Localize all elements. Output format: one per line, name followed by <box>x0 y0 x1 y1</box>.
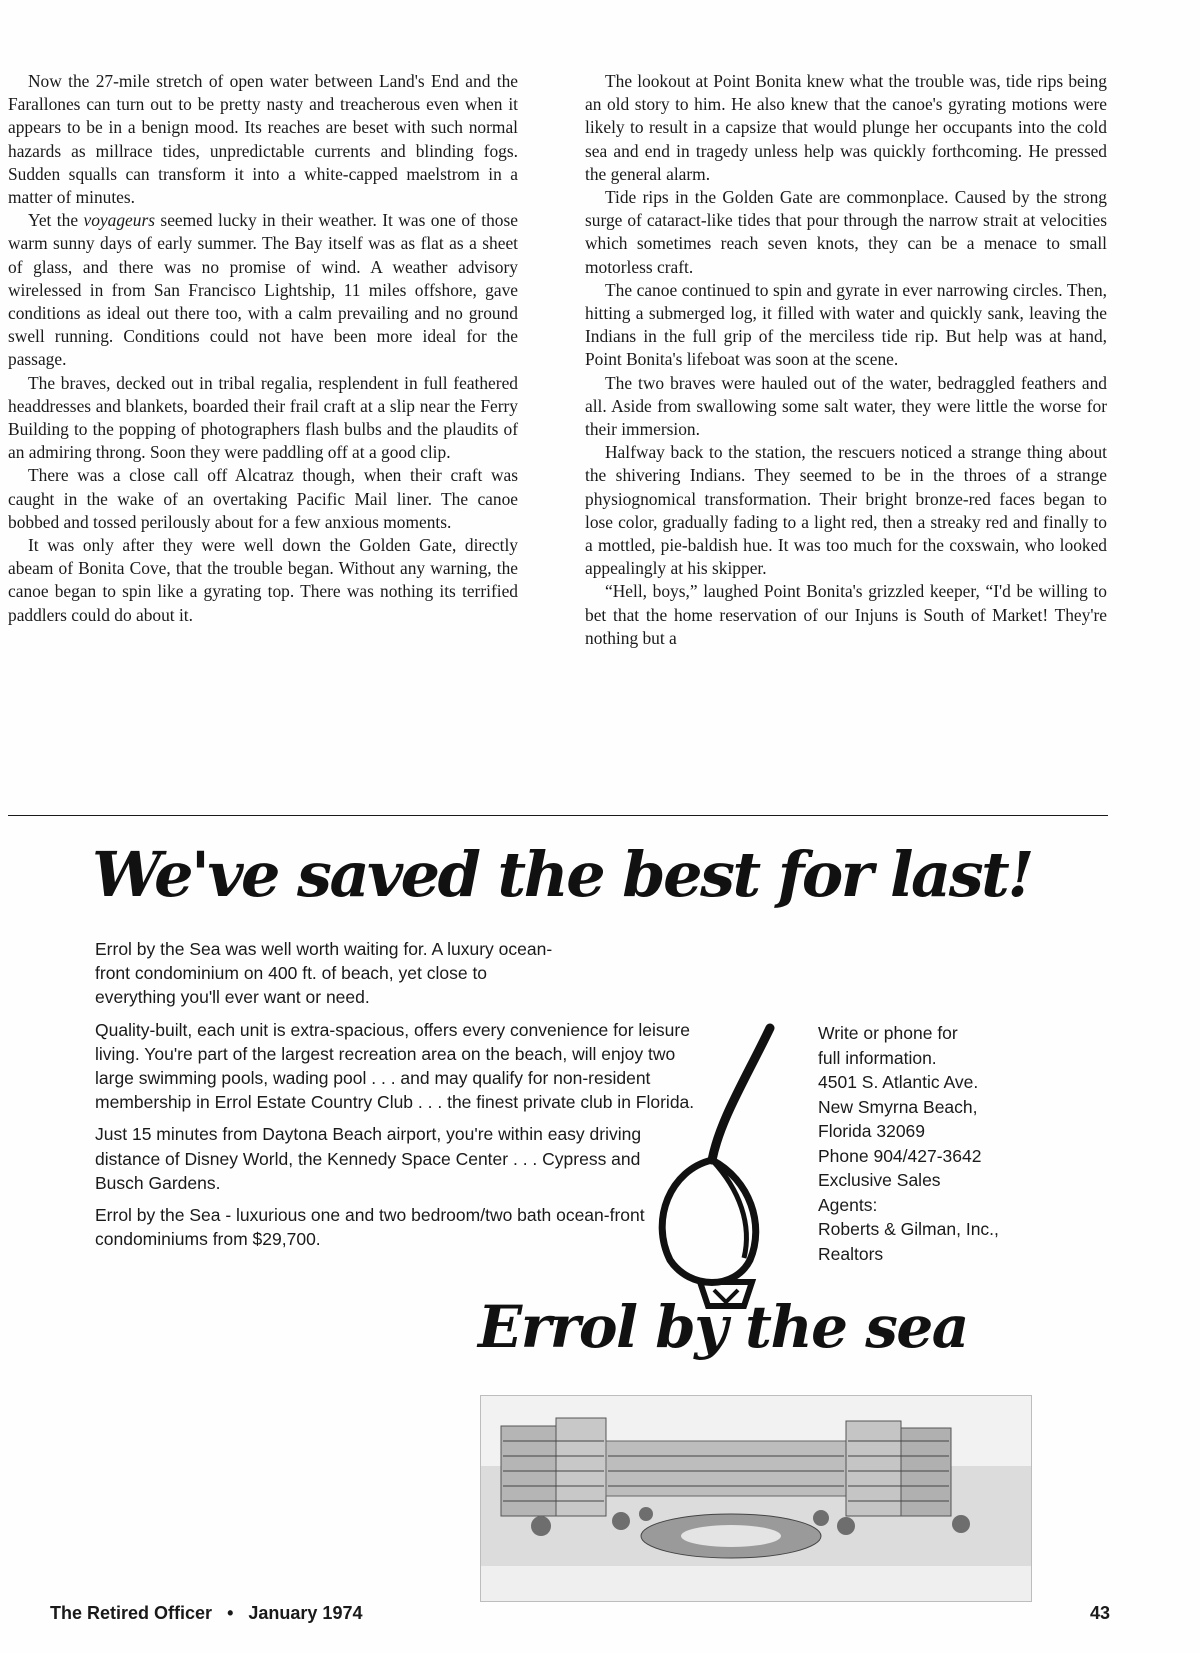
article-paragraph: Tide rips in the Golden Gate are commonplace. Caused by the strong surge of cataract-like tides that pour through the narrow strait at velocities which sometimes reach seven knots, they can be a menace to small motorless craft. <box>585 187 1107 277</box>
contact-line: Realtors <box>818 1243 884 1264</box>
condominium-building-icon <box>481 1396 1031 1601</box>
bullet-separator: • <box>227 1603 234 1623</box>
article-right-column <box>585 70 1107 650</box>
section-divider <box>8 815 1108 816</box>
article-paragraph: There was a close call off Alcatraz though, when their craft was caught in the wake of an overtaking Pacific Mail liner. The canoe bobbed and tossed perilously about for a few anxious moments. <box>8 465 518 532</box>
article-text: seemed lucky in their weather. It was one of those warm sunny days of early summer. The Bay itself was as flat as a sheet of glass, and there was no promise of wind. A weather advisory wirelessed in from San Francisco Lightship, 11 miles offshore, gave conditions as ideal out there too, with a calm prevailing and no ground swell running. Conditions could not have been more ideal for the passage. <box>8 210 518 370</box>
ad-paragraph: Errol by the Sea was well worth waiting for. A luxury ocean-front condominium on 400 ft. of beach, yet close to everything you'll ever want or need. <box>95 939 553 1008</box>
contact-agent: Roberts & Gilman, Inc., <box>818 1219 999 1239</box>
sailboat-logo-icon <box>640 1020 815 1320</box>
contact-city: New Smyrna Beach, <box>818 1096 978 1117</box>
ad-copy <box>95 937 715 1259</box>
contact-line: Agents: <box>818 1194 878 1215</box>
article-text: Yet the <box>28 210 84 231</box>
ad-paragraph: Quality-built, each unit is extra-spacious, offers every convenience for leisure living. You're part of the largest recreation area on the beach, will enjoy two large swimming pools, wading pool . . . and may qualify for non-resident membership in Errol Estate Country Club . . . the finest private club in Florida. <box>95 1019 695 1113</box>
contact-address: 4501 S. Atlantic Ave. <box>818 1072 979 1092</box>
article-paragraph: The lookout at Point Bonita knew what the trouble was, tide rips being an old story to him. He also knew that the canoe's gyrating motions were likely to result in a capsize that would plunge her occupants into the cold sea and end in tragedy unless help was quickly forthcoming. He pressed the general alarm. <box>585 71 1107 184</box>
article-paragraph: The two braves were hauled out of the water, bedraggled feathers and all. Aside from swallowing some salt water, they were little the worse for their immersion. <box>585 372 1107 440</box>
article-italic-text: voyageurs <box>83 210 155 231</box>
condominium-photo <box>480 1395 1032 1602</box>
ad-contact-block <box>818 1021 1058 1266</box>
article-paragraph: “Hell, boys,” laughed Point Bonita's grizzled keeper, “I'd be willing to bet that the home reservation of our Injuns is South of Market! They're nothing but a <box>585 581 1107 648</box>
ad-headline: We've saved the best for last! <box>92 838 1032 911</box>
contact-phone: Phone 904/427-3642 <box>818 1145 982 1166</box>
contact-state: Florida 32069 <box>818 1121 926 1141</box>
article-paragraph: It was only after they were well down the Golden Gate, directly abeam of Bonita Cove, that the trouble began. Without any warning, the canoe began to spin like a gyrating top. There was nothing its terrified paddlers could do about it. <box>8 535 518 625</box>
page-number: 43 <box>1090 1603 1111 1623</box>
ad-logo-wordmark: Errol by the sea <box>478 1293 968 1361</box>
footer-publication <box>50 1603 362 1624</box>
issue-date: January 1974 <box>248 1603 363 1623</box>
contact-line: Exclusive Sales <box>818 1170 941 1190</box>
ad-paragraph: Just 15 minutes from Daytona Beach airport, you're within easy driving distance of Disney World, the Kennedy Space Center . . . Cypress and Busch Gardens. <box>95 1124 642 1193</box>
contact-line: full information. <box>818 1047 937 1068</box>
publication-title: The Retired Officer <box>50 1603 213 1623</box>
article-left-column <box>8 70 518 627</box>
article-paragraph: Halfway back to the station, the rescuers noticed a strange thing about the shivering Indians. They seemed to be in the throes of a strange physiognomical transformation. Their bright bronze-red faces began to lose color, gradually fading to a light red, then a streaky red and finally to a mottled, pie-baldish hue. It was too much for the coxswain, who looked appealingly at his skipper. <box>585 442 1107 579</box>
ad-paragraph: Errol by the Sea - luxurious one and two bedroom/two bath ocean-front condominiums from $29,700. <box>95 1205 645 1250</box>
article-paragraph: Now the 27-mile stretch of open water between Land's End and the Farallones can turn out to be pretty nasty and treacherous even when it appears to be in a benign mood. Its reaches are beset with such normal hazards as millrace tides, unpredictable currents and blinding fogs. Sudden squalls can transform it into a white-capped maelstrom in a matter of minutes. <box>8 71 518 208</box>
article-paragraph <box>8 209 518 371</box>
contact-line: Write or phone for <box>818 1023 958 1043</box>
article-paragraph: The braves, decked out in tribal regalia, resplendent in full feathered headdresses and blankets, boarded their frail craft at a slip near the Ferry Building to the popping of photographers flash bulbs and the plaudits of an admiring throng. Soon they were paddling off at a good clip. <box>8 372 518 463</box>
article-paragraph: The canoe continued to spin and gyrate in ever narrowing circles. Then, hitting a submerged log, it filled with water and quickly sank, leaving the Indians in the full grip of the merciless tide rip. But help was at hand, Point Bonita's lifeboat was soon at the scene. <box>585 279 1107 370</box>
